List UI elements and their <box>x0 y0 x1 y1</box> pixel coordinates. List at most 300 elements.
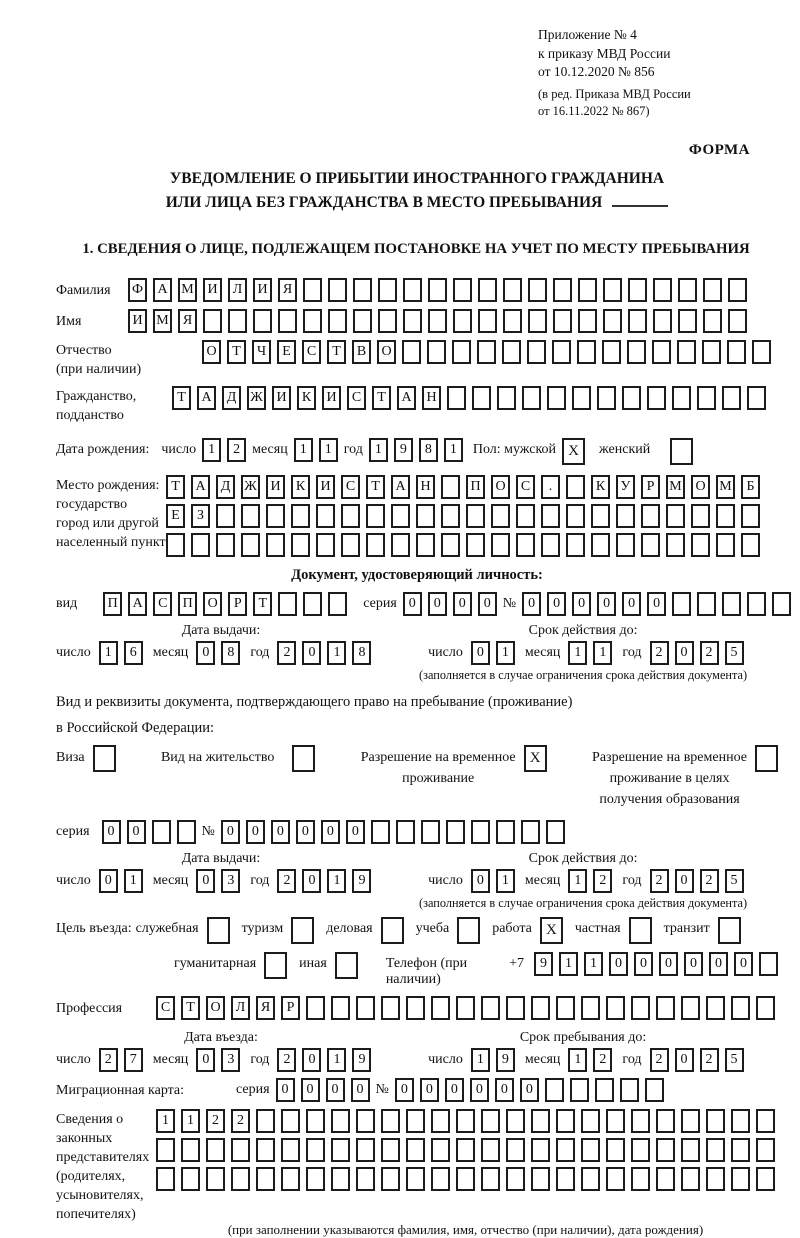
char-cell[interactable]: Я <box>278 278 297 302</box>
char-cell[interactable] <box>556 1109 575 1133</box>
char-cell[interactable]: М <box>178 278 197 302</box>
char-cell[interactable]: 9 <box>352 869 371 893</box>
char-cell[interactable] <box>666 504 685 528</box>
char-cell[interactable] <box>581 1138 600 1162</box>
char-cell[interactable] <box>306 1109 325 1133</box>
char-cell[interactable] <box>645 1078 664 1102</box>
char-cell[interactable] <box>356 996 375 1020</box>
char-cell[interactable] <box>691 533 710 557</box>
char-cell[interactable] <box>628 278 647 302</box>
char-cell[interactable]: 0 <box>597 592 616 616</box>
char-cell[interactable]: 0 <box>395 1078 414 1102</box>
char-cell[interactable]: 1 <box>294 438 313 462</box>
char-cell[interactable] <box>356 1167 375 1191</box>
char-cell[interactable] <box>281 1109 300 1133</box>
temp-permit-edu-checkbox[interactable] <box>755 745 778 772</box>
char-cell[interactable] <box>756 996 775 1020</box>
char-cell[interactable] <box>577 340 596 364</box>
char-cell[interactable] <box>156 1167 175 1191</box>
char-cell[interactable]: Ф <box>128 278 147 302</box>
char-cell[interactable] <box>353 278 372 302</box>
char-cell[interactable]: 2 <box>277 641 296 665</box>
char-cell[interactable] <box>631 1138 650 1162</box>
char-cell[interactable] <box>431 1167 450 1191</box>
char-cell[interactable]: 3 <box>221 869 240 893</box>
char-cell[interactable]: А <box>391 475 410 499</box>
char-cell[interactable] <box>281 1167 300 1191</box>
char-cell[interactable]: 0 <box>522 592 541 616</box>
char-cell[interactable]: 0 <box>734 952 753 976</box>
char-cell[interactable] <box>366 504 385 528</box>
birth-month-cells[interactable] <box>294 438 338 462</box>
purpose-study-checkbox[interactable] <box>457 917 480 944</box>
char-cell[interactable] <box>556 1167 575 1191</box>
char-cell[interactable]: Т <box>366 475 385 499</box>
char-cell[interactable] <box>678 309 697 333</box>
birth-day-cells[interactable] <box>202 438 246 462</box>
char-cell[interactable]: 0 <box>659 952 678 976</box>
char-cell[interactable]: 1 <box>568 1048 587 1072</box>
migcard-number-cells[interactable] <box>395 1078 664 1102</box>
char-cell[interactable]: Я <box>256 996 275 1020</box>
representatives-cells-row3[interactable] <box>156 1167 775 1191</box>
char-cell[interactable] <box>678 278 697 302</box>
char-cell[interactable] <box>702 340 721 364</box>
entry-month-cells[interactable] <box>196 1048 240 1072</box>
char-cell[interactable]: 0 <box>495 1078 514 1102</box>
char-cell[interactable] <box>416 504 435 528</box>
char-cell[interactable]: Д <box>222 386 241 410</box>
char-cell[interactable]: 1 <box>369 438 388 462</box>
char-cell[interactable]: 0 <box>246 820 265 844</box>
char-cell[interactable]: 1 <box>124 869 143 893</box>
profession-cells[interactable] <box>156 996 775 1020</box>
char-cell[interactable] <box>403 278 422 302</box>
permit-valid-year-cells[interactable] <box>650 869 744 893</box>
char-cell[interactable]: 0 <box>99 869 118 893</box>
char-cell[interactable] <box>677 340 696 364</box>
char-cell[interactable] <box>481 1138 500 1162</box>
char-cell[interactable] <box>595 1078 614 1102</box>
char-cell[interactable] <box>622 386 641 410</box>
char-cell[interactable] <box>641 533 660 557</box>
char-cell[interactable]: 9 <box>352 1048 371 1072</box>
char-cell[interactable] <box>541 504 560 528</box>
char-cell[interactable] <box>306 1138 325 1162</box>
char-cell[interactable]: 9 <box>496 1048 515 1072</box>
char-cell[interactable] <box>547 386 566 410</box>
char-cell[interactable] <box>628 309 647 333</box>
char-cell[interactable] <box>681 1167 700 1191</box>
char-cell[interactable] <box>527 340 546 364</box>
char-cell[interactable]: 0 <box>471 641 490 665</box>
char-cell[interactable]: К <box>291 475 310 499</box>
purpose-business-checkbox[interactable] <box>381 917 404 944</box>
char-cell[interactable]: 1 <box>319 438 338 462</box>
char-cell[interactable]: 5 <box>725 641 744 665</box>
char-cell[interactable]: 8 <box>419 438 438 462</box>
char-cell[interactable] <box>177 820 196 844</box>
char-cell[interactable] <box>496 820 515 844</box>
char-cell[interactable] <box>256 1167 275 1191</box>
birthplace-cells-row2[interactable] <box>166 504 760 528</box>
char-cell[interactable]: 1 <box>99 641 118 665</box>
char-cell[interactable]: 2 <box>593 869 612 893</box>
char-cell[interactable] <box>371 820 390 844</box>
char-cell[interactable] <box>546 820 565 844</box>
char-cell[interactable] <box>306 1167 325 1191</box>
char-cell[interactable] <box>406 996 425 1020</box>
char-cell[interactable] <box>456 1167 475 1191</box>
char-cell[interactable]: А <box>191 475 210 499</box>
char-cell[interactable] <box>306 996 325 1020</box>
char-cell[interactable] <box>697 592 716 616</box>
char-cell[interactable]: 0 <box>302 869 321 893</box>
char-cell[interactable] <box>152 820 171 844</box>
char-cell[interactable] <box>516 504 535 528</box>
char-cell[interactable]: Т <box>372 386 391 410</box>
doc-issue-month-cells[interactable] <box>196 641 240 665</box>
char-cell[interactable]: 0 <box>326 1078 345 1102</box>
purpose-transit-checkbox[interactable] <box>718 917 741 944</box>
char-cell[interactable]: 1 <box>568 869 587 893</box>
char-cell[interactable]: 0 <box>622 592 641 616</box>
char-cell[interactable] <box>541 533 560 557</box>
char-cell[interactable] <box>291 533 310 557</box>
char-cell[interactable] <box>681 1138 700 1162</box>
char-cell[interactable]: 1 <box>496 641 515 665</box>
char-cell[interactable]: 0 <box>403 592 422 616</box>
permit-issue-year-cells[interactable] <box>277 869 371 893</box>
char-cell[interactable]: Т <box>227 340 246 364</box>
char-cell[interactable]: 0 <box>196 1048 215 1072</box>
stay-day-cells[interactable] <box>471 1048 515 1072</box>
char-cell[interactable] <box>428 278 447 302</box>
char-cell[interactable]: Р <box>641 475 660 499</box>
citizenship-cells[interactable] <box>172 386 766 410</box>
char-cell[interactable] <box>752 340 771 364</box>
char-cell[interactable]: 0 <box>609 952 628 976</box>
char-cell[interactable] <box>421 820 440 844</box>
char-cell[interactable] <box>728 278 747 302</box>
char-cell[interactable]: 1 <box>444 438 463 462</box>
char-cell[interactable] <box>531 1109 550 1133</box>
char-cell[interactable]: 0 <box>196 641 215 665</box>
char-cell[interactable] <box>456 1138 475 1162</box>
char-cell[interactable]: 1 <box>568 641 587 665</box>
char-cell[interactable] <box>291 504 310 528</box>
surname-cells[interactable] <box>128 278 747 302</box>
char-cell[interactable] <box>666 533 685 557</box>
char-cell[interactable] <box>441 475 460 499</box>
char-cell[interactable] <box>552 340 571 364</box>
char-cell[interactable]: 1 <box>327 869 346 893</box>
char-cell[interactable] <box>278 592 297 616</box>
char-cell[interactable] <box>497 386 516 410</box>
char-cell[interactable]: З <box>191 504 210 528</box>
char-cell[interactable]: О <box>491 475 510 499</box>
char-cell[interactable]: 1 <box>496 869 515 893</box>
char-cell[interactable] <box>256 1109 275 1133</box>
char-cell[interactable] <box>181 1138 200 1162</box>
char-cell[interactable] <box>402 340 421 364</box>
char-cell[interactable] <box>616 504 635 528</box>
purpose-humanitarian-checkbox[interactable] <box>264 952 287 979</box>
char-cell[interactable] <box>472 386 491 410</box>
char-cell[interactable]: Ч <box>252 340 271 364</box>
char-cell[interactable]: А <box>397 386 416 410</box>
char-cell[interactable] <box>531 1138 550 1162</box>
char-cell[interactable] <box>603 278 622 302</box>
char-cell[interactable] <box>731 996 750 1020</box>
visa-checkbox[interactable] <box>93 745 116 772</box>
char-cell[interactable] <box>328 278 347 302</box>
char-cell[interactable]: К <box>297 386 316 410</box>
char-cell[interactable] <box>506 996 525 1020</box>
char-cell[interactable] <box>191 533 210 557</box>
char-cell[interactable]: 2 <box>227 438 246 462</box>
char-cell[interactable] <box>466 533 485 557</box>
char-cell[interactable] <box>703 278 722 302</box>
char-cell[interactable]: С <box>302 340 321 364</box>
char-cell[interactable] <box>759 952 778 976</box>
char-cell[interactable] <box>381 1109 400 1133</box>
char-cell[interactable] <box>528 309 547 333</box>
char-cell[interactable] <box>502 340 521 364</box>
char-cell[interactable]: 1 <box>156 1109 175 1133</box>
char-cell[interactable] <box>756 1138 775 1162</box>
char-cell[interactable] <box>731 1109 750 1133</box>
char-cell[interactable]: 0 <box>196 869 215 893</box>
char-cell[interactable]: О <box>377 340 396 364</box>
char-cell[interactable] <box>396 820 415 844</box>
char-cell[interactable] <box>528 278 547 302</box>
char-cell[interactable] <box>506 1167 525 1191</box>
char-cell[interactable]: С <box>156 996 175 1020</box>
purpose-work-checkbox[interactable]: X <box>540 917 563 944</box>
char-cell[interactable]: С <box>153 592 172 616</box>
char-cell[interactable] <box>731 1138 750 1162</box>
char-cell[interactable] <box>441 504 460 528</box>
char-cell[interactable]: 2 <box>650 869 669 893</box>
char-cell[interactable] <box>481 1109 500 1133</box>
char-cell[interactable]: И <box>316 475 335 499</box>
char-cell[interactable] <box>341 504 360 528</box>
char-cell[interactable]: 0 <box>478 592 497 616</box>
birthplace-cells-row1[interactable] <box>166 475 760 499</box>
char-cell[interactable]: 0 <box>102 820 121 844</box>
char-cell[interactable]: Е <box>277 340 296 364</box>
char-cell[interactable]: Т <box>181 996 200 1020</box>
char-cell[interactable] <box>491 504 510 528</box>
stay-year-cells[interactable] <box>650 1048 744 1072</box>
char-cell[interactable]: П <box>466 475 485 499</box>
char-cell[interactable] <box>570 1078 589 1102</box>
char-cell[interactable] <box>606 996 625 1020</box>
char-cell[interactable] <box>656 1167 675 1191</box>
char-cell[interactable] <box>647 386 666 410</box>
char-cell[interactable] <box>456 996 475 1020</box>
char-cell[interactable] <box>741 533 760 557</box>
char-cell[interactable] <box>722 386 741 410</box>
char-cell[interactable] <box>331 1167 350 1191</box>
char-cell[interactable]: 0 <box>675 869 694 893</box>
char-cell[interactable]: Н <box>416 475 435 499</box>
char-cell[interactable]: 1 <box>202 438 221 462</box>
char-cell[interactable] <box>631 1167 650 1191</box>
char-cell[interactable] <box>731 1167 750 1191</box>
char-cell[interactable] <box>706 1138 725 1162</box>
doc-issue-day-cells[interactable] <box>99 641 143 665</box>
char-cell[interactable]: 0 <box>634 952 653 976</box>
char-cell[interactable] <box>656 1138 675 1162</box>
char-cell[interactable] <box>581 1167 600 1191</box>
char-cell[interactable]: 2 <box>206 1109 225 1133</box>
char-cell[interactable]: 0 <box>271 820 290 844</box>
char-cell[interactable] <box>553 278 572 302</box>
char-cell[interactable] <box>253 309 272 333</box>
char-cell[interactable]: 2 <box>593 1048 612 1072</box>
char-cell[interactable] <box>356 1138 375 1162</box>
char-cell[interactable] <box>431 1138 450 1162</box>
char-cell[interactable] <box>522 386 541 410</box>
char-cell[interactable] <box>747 386 766 410</box>
char-cell[interactable]: Д <box>216 475 235 499</box>
char-cell[interactable]: К <box>591 475 610 499</box>
char-cell[interactable] <box>656 996 675 1020</box>
doc-number-cells[interactable] <box>522 592 791 616</box>
char-cell[interactable] <box>681 1109 700 1133</box>
char-cell[interactable]: О <box>203 592 222 616</box>
char-cell[interactable] <box>428 309 447 333</box>
char-cell[interactable] <box>631 1109 650 1133</box>
char-cell[interactable] <box>266 504 285 528</box>
purpose-official-checkbox[interactable] <box>207 917 230 944</box>
char-cell[interactable]: 9 <box>394 438 413 462</box>
char-cell[interactable] <box>706 1109 725 1133</box>
char-cell[interactable]: Ж <box>241 475 260 499</box>
char-cell[interactable] <box>627 340 646 364</box>
char-cell[interactable] <box>597 386 616 410</box>
char-cell[interactable] <box>328 309 347 333</box>
char-cell[interactable]: 3 <box>221 1048 240 1072</box>
char-cell[interactable] <box>581 1109 600 1133</box>
char-cell[interactable] <box>406 1109 425 1133</box>
char-cell[interactable] <box>653 278 672 302</box>
char-cell[interactable]: 5 <box>725 1048 744 1072</box>
char-cell[interactable]: Р <box>228 592 247 616</box>
char-cell[interactable]: 0 <box>471 869 490 893</box>
birthplace-cells-row3[interactable] <box>166 533 760 557</box>
char-cell[interactable] <box>531 996 550 1020</box>
char-cell[interactable]: 1 <box>593 641 612 665</box>
stay-month-cells[interactable] <box>568 1048 612 1072</box>
char-cell[interactable] <box>620 1078 639 1102</box>
char-cell[interactable]: М <box>153 309 172 333</box>
char-cell[interactable] <box>672 592 691 616</box>
char-cell[interactable] <box>516 533 535 557</box>
char-cell[interactable] <box>331 996 350 1020</box>
char-cell[interactable] <box>772 592 791 616</box>
char-cell[interactable] <box>256 1138 275 1162</box>
char-cell[interactable]: 1 <box>181 1109 200 1133</box>
char-cell[interactable] <box>331 1138 350 1162</box>
char-cell[interactable] <box>566 504 585 528</box>
char-cell[interactable] <box>697 386 716 410</box>
char-cell[interactable]: 0 <box>428 592 447 616</box>
char-cell[interactable] <box>491 533 510 557</box>
char-cell[interactable] <box>756 1167 775 1191</box>
char-cell[interactable] <box>703 309 722 333</box>
char-cell[interactable]: 1 <box>559 952 578 976</box>
char-cell[interactable]: 2 <box>650 1048 669 1072</box>
char-cell[interactable] <box>406 1167 425 1191</box>
entry-day-cells[interactable] <box>99 1048 143 1072</box>
char-cell[interactable]: П <box>178 592 197 616</box>
char-cell[interactable] <box>722 592 741 616</box>
char-cell[interactable]: И <box>266 475 285 499</box>
char-cell[interactable] <box>453 309 472 333</box>
char-cell[interactable] <box>747 592 766 616</box>
char-cell[interactable]: Т <box>166 475 185 499</box>
char-cell[interactable]: 6 <box>124 641 143 665</box>
char-cell[interactable] <box>356 1109 375 1133</box>
char-cell[interactable] <box>228 309 247 333</box>
char-cell[interactable]: И <box>253 278 272 302</box>
char-cell[interactable] <box>602 340 621 364</box>
char-cell[interactable]: 8 <box>352 641 371 665</box>
char-cell[interactable] <box>691 504 710 528</box>
char-cell[interactable] <box>481 1167 500 1191</box>
char-cell[interactable] <box>431 1109 450 1133</box>
char-cell[interactable] <box>381 1167 400 1191</box>
char-cell[interactable] <box>506 1109 525 1133</box>
permit-issue-day-cells[interactable] <box>99 869 143 893</box>
char-cell[interactable] <box>553 309 572 333</box>
char-cell[interactable]: Я <box>178 309 197 333</box>
doc-valid-year-cells[interactable] <box>650 641 744 665</box>
char-cell[interactable] <box>681 996 700 1020</box>
char-cell[interactable] <box>456 1109 475 1133</box>
temp-permit-checkbox[interactable]: X <box>524 745 547 772</box>
char-cell[interactable]: И <box>128 309 147 333</box>
char-cell[interactable] <box>303 592 322 616</box>
permit-number-cells[interactable] <box>221 820 565 844</box>
char-cell[interactable] <box>606 1109 625 1133</box>
char-cell[interactable]: 0 <box>301 1078 320 1102</box>
char-cell[interactable] <box>578 278 597 302</box>
char-cell[interactable]: 0 <box>351 1078 370 1102</box>
char-cell[interactable]: 2 <box>700 1048 719 1072</box>
char-cell[interactable] <box>728 309 747 333</box>
char-cell[interactable] <box>716 504 735 528</box>
char-cell[interactable] <box>531 1167 550 1191</box>
char-cell[interactable] <box>391 533 410 557</box>
char-cell[interactable] <box>716 533 735 557</box>
char-cell[interactable]: И <box>272 386 291 410</box>
char-cell[interactable]: 0 <box>709 952 728 976</box>
residence-permit-checkbox[interactable] <box>292 745 315 772</box>
char-cell[interactable] <box>616 533 635 557</box>
char-cell[interactable]: 0 <box>684 952 703 976</box>
char-cell[interactable]: 2 <box>700 869 719 893</box>
char-cell[interactable] <box>556 1138 575 1162</box>
name-cells[interactable] <box>128 309 747 333</box>
purpose-private-checkbox[interactable] <box>629 917 652 944</box>
char-cell[interactable] <box>656 1109 675 1133</box>
purpose-other-checkbox[interactable] <box>335 952 358 979</box>
char-cell[interactable] <box>416 533 435 557</box>
